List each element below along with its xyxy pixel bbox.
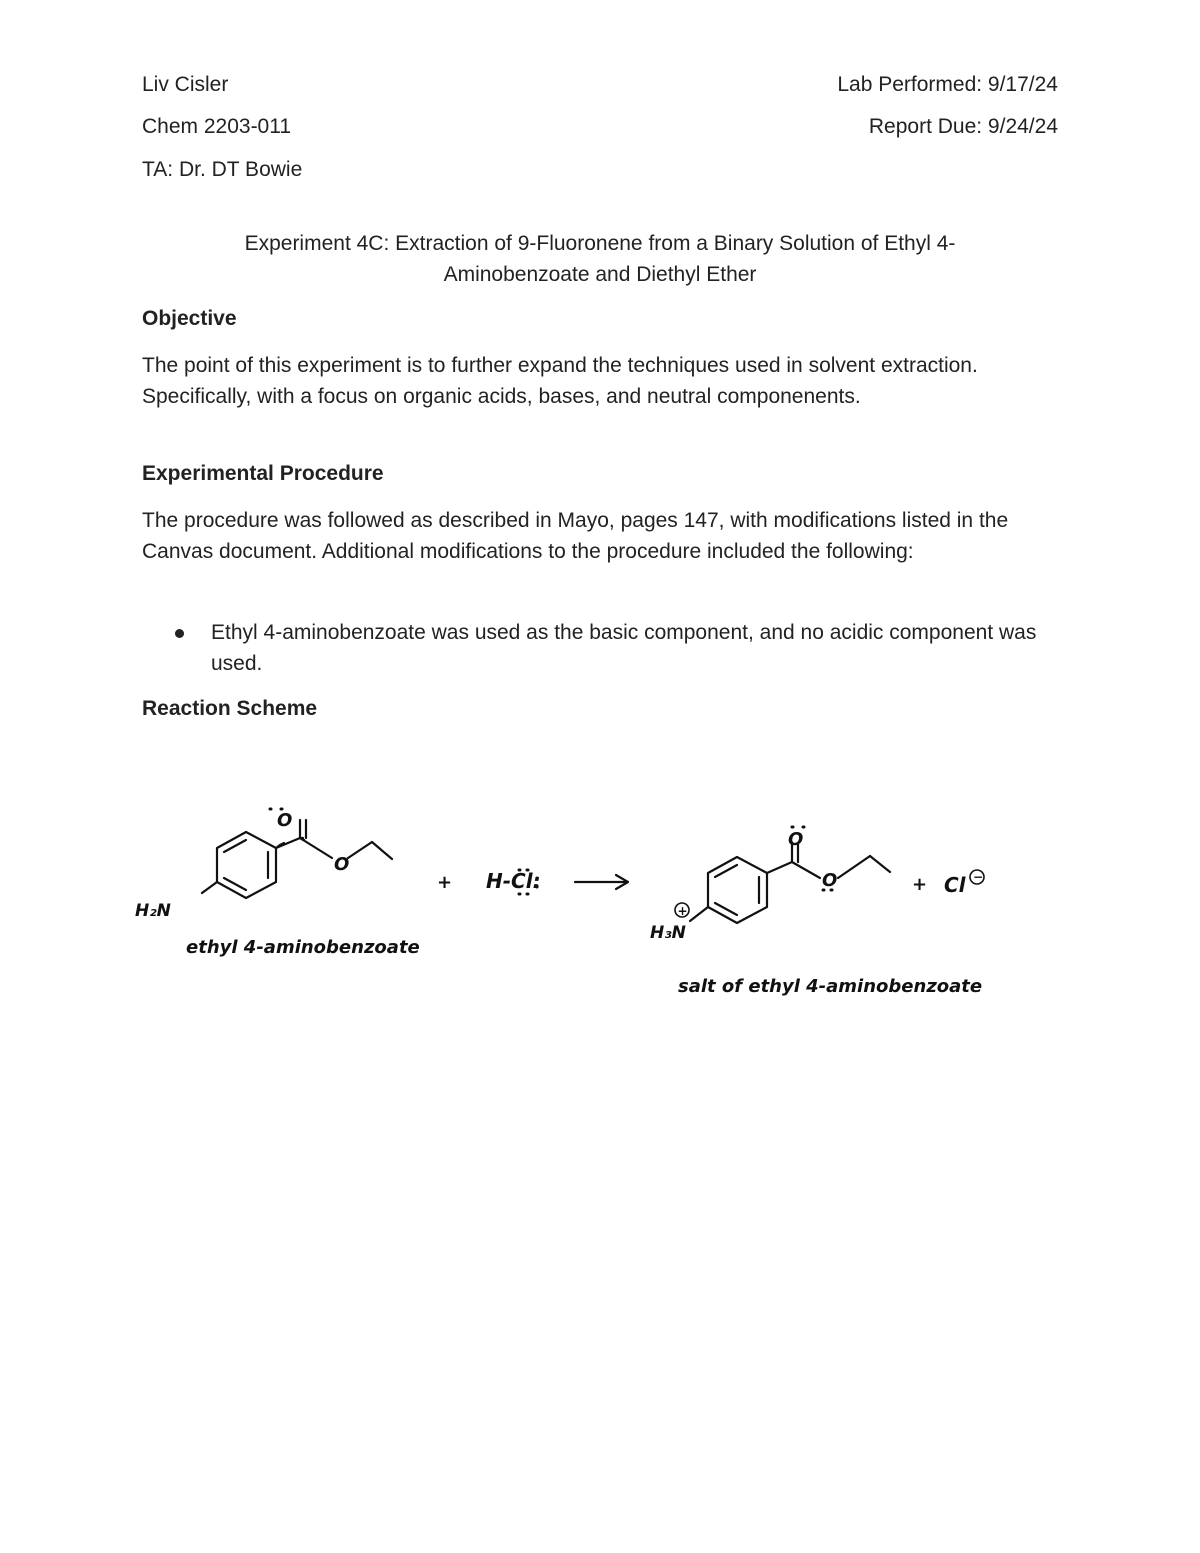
report-due-date: Report Due: 9/24/24 [868,115,1058,138]
course-code: Chem 2203-011 [142,115,292,138]
reactant-structure [202,820,392,898]
procedure-bullet-text: Ethyl 4-aminobenzoate was used as the basic component, and no acidic component was used. [211,621,1037,675]
hydrochloric-acid-label: H-Cl: [486,869,541,893]
negative-charge-symbol: − [973,870,984,884]
procedure-heading: Experimental Procedure [142,462,384,485]
reaction-scheme-heading: Reaction Scheme [142,697,318,720]
product-name-label: salt of ethyl 4-aminobenzoate [678,976,983,997]
author-name: Liv Cisler [142,73,229,96]
chloride-ion-label: Cl [944,873,966,897]
reactant-amine-label: H₂N [135,901,171,921]
plus-sign-left: + [437,872,453,893]
experiment-title [142,228,1058,290]
objective-heading: Objective [142,307,237,330]
reaction-scheme-drawing [120,790,1020,1030]
teaching-assistant: TA: Dr. DT Bowie [142,158,303,181]
product-ester-oxygen: O [822,870,838,891]
lab-performed-date: Lab Performed: 9/17/24 [837,73,1058,96]
reactant-ester-oxygen: O [334,854,350,875]
bullet-icon [175,629,184,638]
plus-sign-right: + [912,874,928,895]
product-structure [690,843,890,923]
reactant-carbonyl-oxygen: O [277,810,293,831]
product-amine-label: H₃N [650,923,686,943]
objective-text: The point of this experiment is to further expand the techniques used in solvent extraction. Specifically, with a focus on organic acids, bases, and neutral componenents. [142,354,978,408]
experiment-title-line-2: Aminobenzoate and Diethyl Ether [443,263,757,286]
experiment-title-line-1: Experiment 4C: Extraction of 9-Fluoronene from a Binary Solution of Ethyl 4- [244,232,956,255]
product-carbonyl-oxygen: O [788,829,804,850]
reactant-name-label: ethyl 4-aminobenzoate [186,937,420,958]
positive-charge-symbol: + [677,904,688,918]
procedure-text: The procedure was followed as described in Mayo, pages 147, with modifications listed in the Canvas document. Additional modifications to the procedure included the following: [142,509,1009,563]
